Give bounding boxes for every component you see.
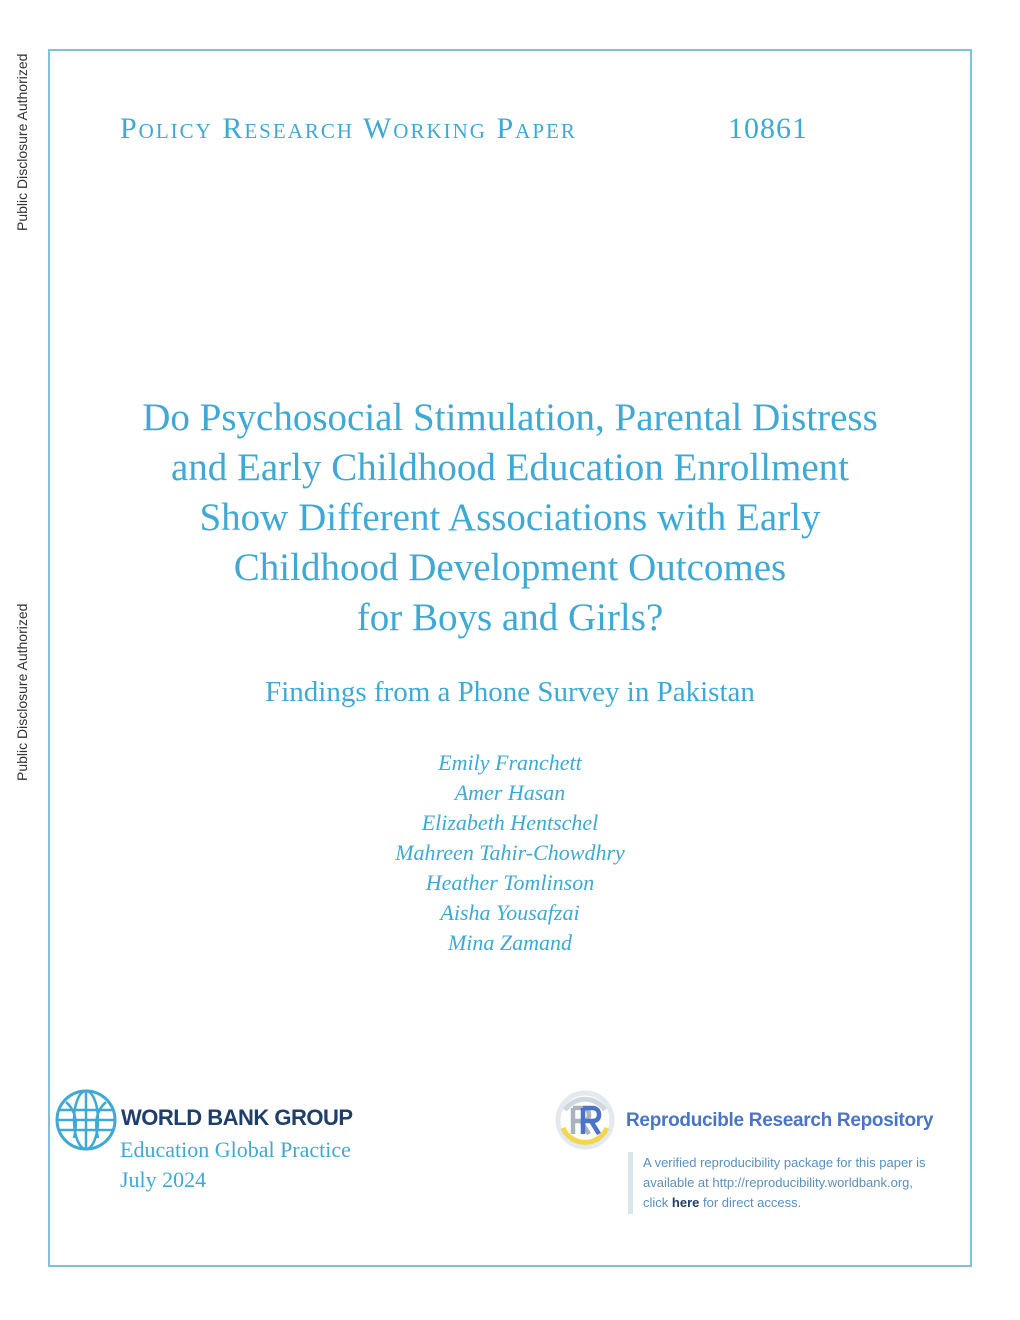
- reproducibility-note: [643, 1153, 965, 1213]
- org-name: WORLD BANK GROUP: [121, 1105, 353, 1130]
- title-line: Show Different Associations with Early: [199, 496, 821, 539]
- author: Mahreen Tahir-Chowdhry: [395, 840, 625, 865]
- paper-subtitle: Findings from a Phone Survey in Pakistan: [265, 676, 755, 708]
- title-line: Do Psychosocial Stimulation, Parental Distress: [142, 396, 878, 439]
- note-click-text: click: [643, 1195, 669, 1210]
- title-line: for Boys and Girls?: [356, 596, 664, 639]
- here-link[interactable]: here: [671, 1195, 700, 1210]
- publication-date: July 2024: [120, 1167, 207, 1192]
- series-title: Policy Research Working Paper: [120, 112, 577, 145]
- note-line: available at http://reproducibility.worldbank.org,: [643, 1175, 914, 1190]
- author: Emily Franchett: [438, 750, 582, 775]
- title-line: Childhood Development Outcomes: [233, 546, 787, 589]
- title-line: and Early Childhood Education Enrollment: [170, 446, 850, 489]
- note-line: [643, 1193, 965, 1213]
- paper-title: [80, 393, 940, 643]
- cover-frame: [48, 49, 972, 1267]
- globe-icon: [54, 1088, 118, 1152]
- author: Elizabeth Hentschel: [421, 810, 599, 835]
- disclosure-label-top: Public Disclosure Authorized: [14, 53, 30, 232]
- author-list: [80, 748, 940, 958]
- note-divider: [628, 1152, 633, 1214]
- paper-number: 10861: [728, 112, 808, 145]
- disclosure-label-bottom: Public Disclosure Authorized: [14, 603, 30, 782]
- author: Amer Hasan: [454, 780, 566, 805]
- author: Heather Tomlinson: [425, 870, 595, 895]
- author: Mina Zamand: [447, 930, 573, 955]
- note-tail-text: for direct access.: [703, 1195, 802, 1210]
- rrr-logo-icon: [555, 1090, 615, 1150]
- practice-name: Education Global Practice: [120, 1137, 351, 1162]
- note-line: A verified reproducibility package for this paper is: [643, 1155, 926, 1170]
- repository-name: Reproducible Research Repository: [626, 1110, 934, 1131]
- author: Aisha Yousafzai: [440, 900, 580, 925]
